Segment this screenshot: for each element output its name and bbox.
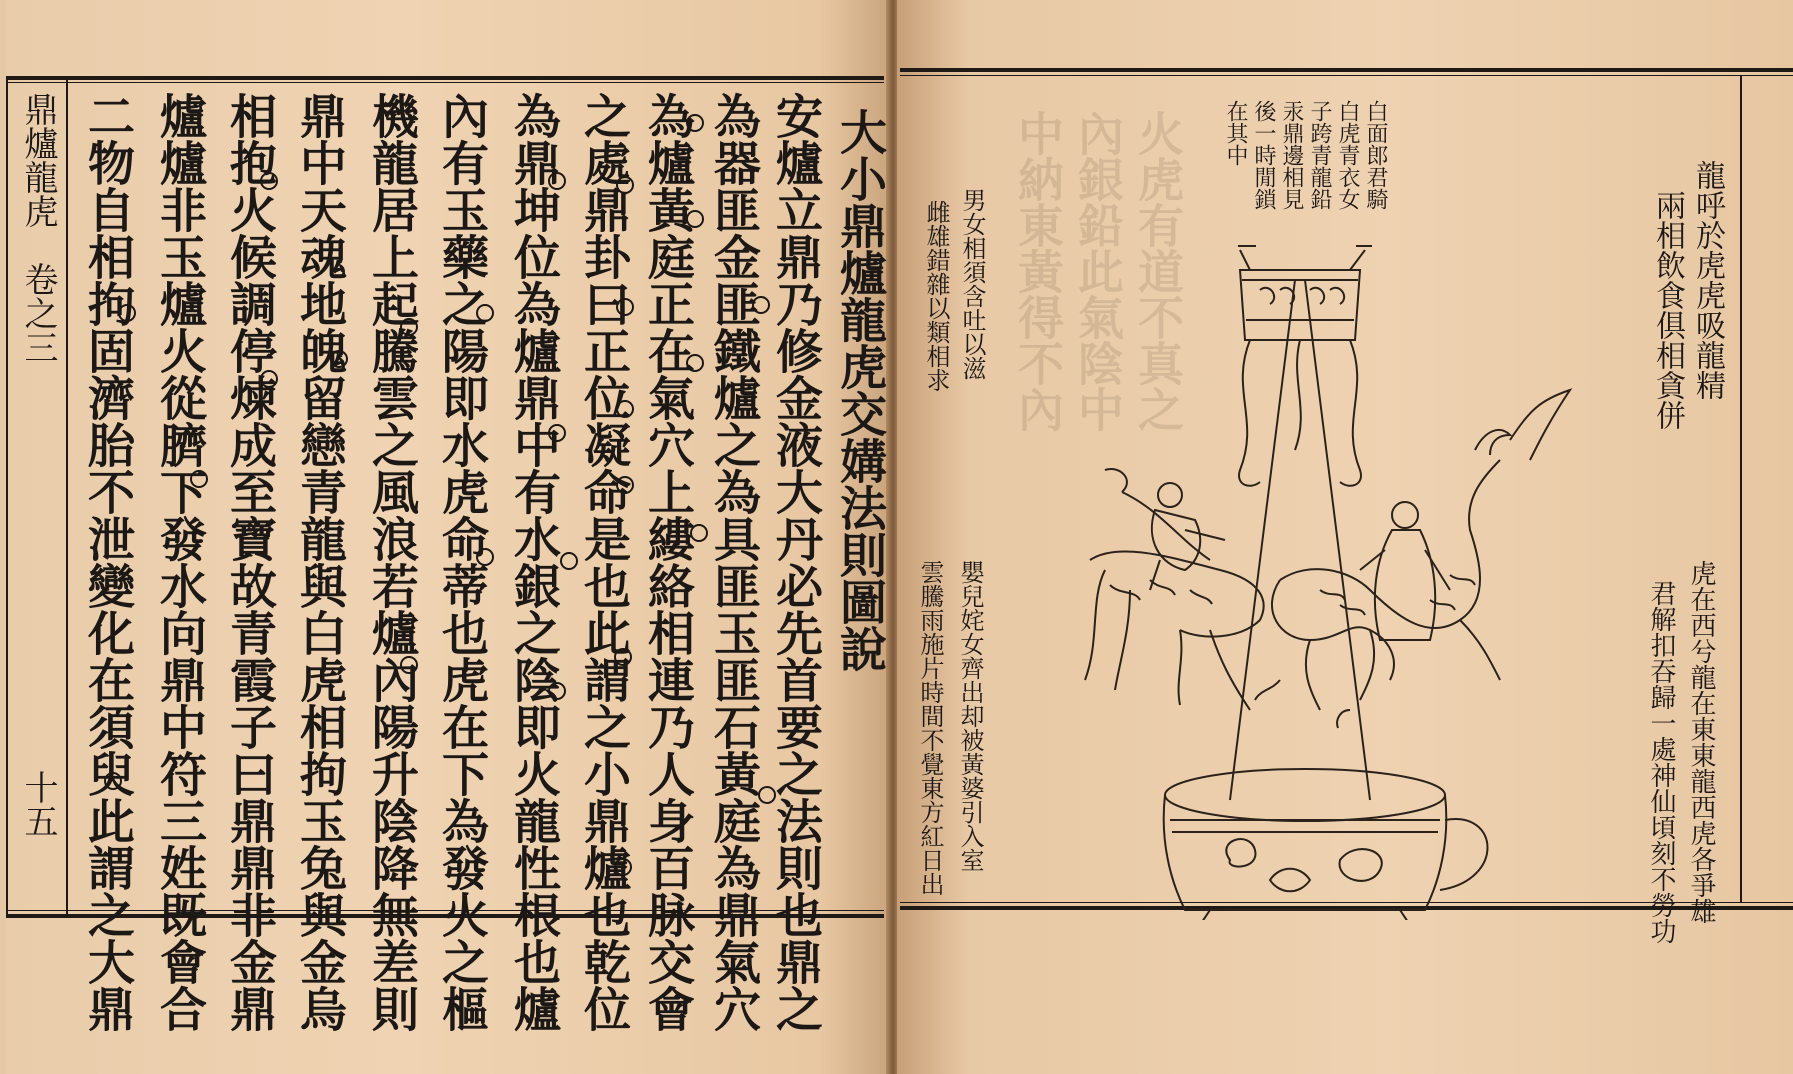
punctuation-circle: [476, 304, 494, 322]
verse-column-2: 兩相飲食俱相貪併: [1650, 190, 1685, 430]
punctuation-circle: [548, 424, 566, 442]
punctuation-circle: [548, 172, 566, 190]
text-column-9: 鼎中天魂地魄留戀青龍與白虎相拘玉兔與金烏: [292, 92, 347, 1032]
punctuation-circle: [616, 400, 634, 418]
text-column-4: 為爐黃庭正在氣穴上縷絡相連乃人身百脉交會: [640, 92, 695, 1032]
punctuation-circle: [330, 350, 348, 368]
left-top-rule: [6, 76, 884, 80]
punctuation-circle: [548, 682, 566, 700]
bleed-through-text: 中納東黃得不內: [1011, 110, 1065, 432]
left-top-rule-thin: [6, 82, 884, 83]
text-column-7: 內有玉藥之陽即水虎命蒂也虎在下為發火之樞: [434, 92, 489, 1032]
folio-number: 十五: [18, 770, 58, 838]
punctuation-circle: [104, 772, 122, 790]
punctuation-circle: [118, 304, 136, 322]
label-column-2: 白虎青衣女: [1335, 100, 1360, 210]
cauldron-dragon-tiger-illustration: [1010, 120, 1630, 920]
punctuation-circle: [476, 548, 494, 566]
right-top-rule-thin: [900, 75, 1793, 76]
right-verse-rule: [1740, 76, 1742, 902]
verse-column-1: 龍呼於虎虎吸龍精: [1690, 160, 1725, 400]
label-column-4: 汞鼎邊相見: [1279, 100, 1304, 210]
punctuation-circle: [616, 298, 634, 316]
middle-column-2: 雌雄錯雜以類相求: [922, 200, 950, 392]
lower-column-1: 嬰兒姹女齊出却被黃婆引入室: [956, 560, 984, 872]
right-top-rule: [900, 68, 1793, 72]
punctuation-circle: [260, 172, 278, 190]
punctuation-circle: [400, 656, 418, 674]
middle-column-1: 男女相須含吐以滋: [958, 188, 986, 380]
text-column-5: 之處鼎卦曰正位凝命是也此謂之小鼎爐也乾位: [576, 92, 631, 1032]
label-column-3: 子跨青龍鉛: [1307, 100, 1332, 210]
text-column-1: 大小鼎爐龍虎交媾法則圖說: [832, 108, 887, 672]
punctuation-circle: [616, 176, 634, 194]
punctuation-circle: [690, 524, 708, 542]
punctuation-circle: [616, 476, 634, 494]
text-column-8: 機龍居上起騰雲之風浪若爐內陽升陰降無差則: [364, 92, 419, 1032]
punctuation-circle: [190, 470, 208, 488]
text-column-6: 為鼎坤位為爐鼎中有水銀之陰即火龍性根也爐: [506, 92, 561, 1032]
bleed-through-text: 內銀鉛此氣陰中: [1071, 110, 1125, 432]
left-outer-rule: [6, 80, 8, 914]
margin-title: 鼎爐龍虎 卷之三: [18, 92, 58, 364]
punctuation-circle: [758, 786, 776, 804]
lower-column-2: 雲騰雨施片時間不覺東方紅日出: [916, 560, 944, 896]
verse-column-4: 君解扣吞歸一處神仙頃刻不勞功: [1646, 580, 1676, 944]
text-column-10: 相抱火候調停煉成至寶故青霞子曰鼎鼎非金鼎: [222, 92, 277, 1032]
punctuation-circle: [686, 114, 704, 132]
punctuation-circle: [686, 210, 704, 228]
label-column-5: 後一時閒鎖: [1251, 100, 1276, 210]
punctuation-circle: [260, 370, 278, 388]
punctuation-circle: [400, 318, 418, 336]
punctuation-circle: [614, 648, 632, 666]
left-margin-rule: [66, 80, 68, 914]
punctuation-circle: [614, 858, 632, 876]
bleed-through-text: 火虎有道不真之: [1131, 110, 1185, 432]
text-column-3: 為器匪金匪鐵爐之為具匪玉匪石黃庭為鼎氣穴: [706, 92, 761, 1032]
text-column-12: 二物自相拘固濟胎不泄變化在須臾此謂之大鼎: [80, 92, 135, 1032]
text-column-11: 爐爐非玉爐火從臍下發水向鼎中符三姓既會合: [152, 92, 207, 1032]
label-column-6: 在其中: [1223, 100, 1248, 166]
label-column-1: 白面郎君騎: [1363, 100, 1388, 210]
punctuation-circle: [752, 296, 770, 314]
text-column-2: 安爐立鼎乃修金液大丹必先首要之法則也鼎之: [768, 92, 823, 1032]
verse-column-3: 虎在西兮龍在東東龍西虎各爭雄: [1686, 560, 1716, 924]
punctuation-circle: [560, 552, 578, 570]
punctuation-circle: [686, 354, 704, 372]
